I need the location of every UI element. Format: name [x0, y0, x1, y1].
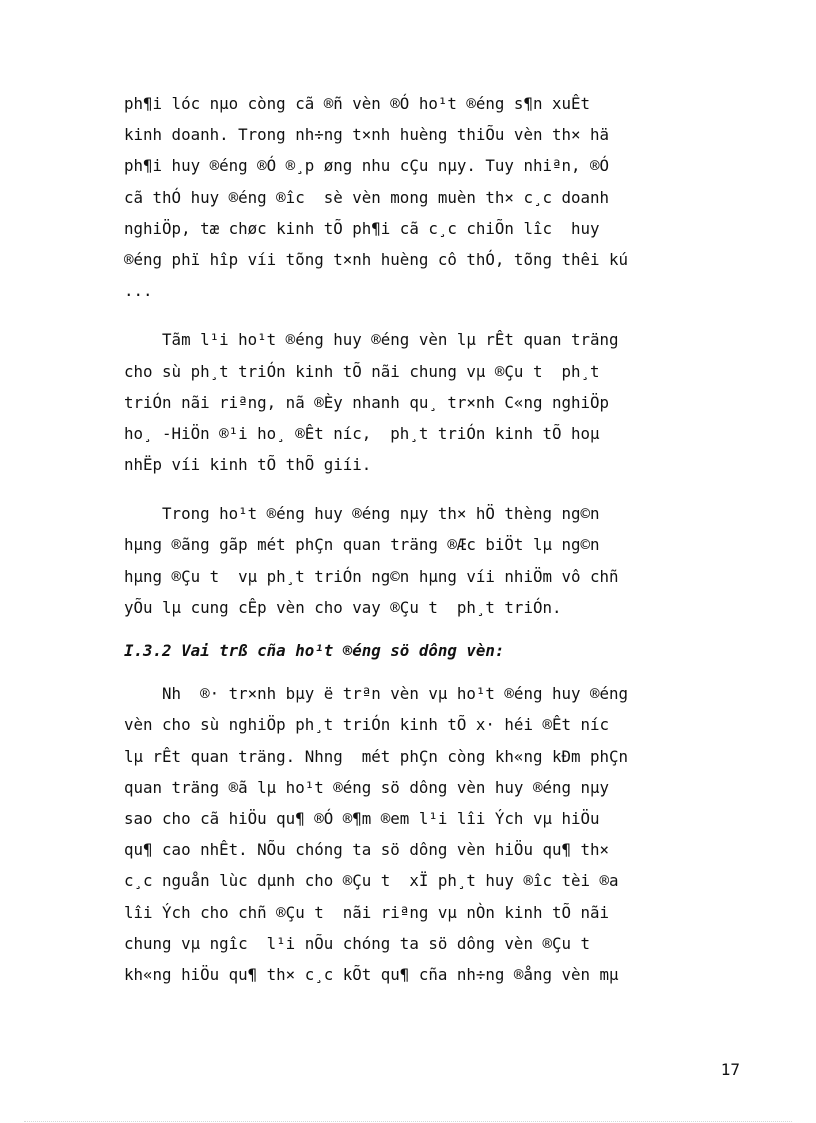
text-line: chung vµ ngîc l¹i nÕu chóng ta sö dông vèn ®Çu t	[124, 933, 591, 953]
text-line: nghiÖp, tæ chøc kinh tÕ ph¶i cã c¸c chiÕn lîc huy	[124, 218, 600, 238]
text-line: lµ rÊt quan träng. Nhng mét phÇn còng kh«ng kÐm phÇn	[124, 746, 629, 766]
text-line: I.3.2 Vai trß cña ho¹t ®éng sö dông vèn:	[124, 641, 505, 660]
paragraph	[124, 88, 744, 306]
paragraph-spacer	[124, 623, 744, 635]
text-line: vèn cho sù nghiÖp ph¸t triÓn kinh tÕ x· héi ®Êt níc	[124, 715, 610, 735]
text-body	[124, 88, 744, 990]
paragraph	[124, 324, 744, 480]
text-line: kinh doanh. Trong nh÷ng t×nh huèng thiÕu vèn th× hä	[124, 125, 610, 145]
text-line: triÓn nãi riªng, nã ®Èy nhanh qu¸ tr×nh C«ng nghiÖp	[124, 392, 610, 412]
paragraph	[124, 678, 744, 990]
paragraph	[124, 498, 744, 623]
text-line: hµng ®Çu t vµ ph¸t triÓn ng©n hµng víi nhiÖm vô chñ	[124, 566, 619, 586]
footer-divider	[24, 1121, 792, 1122]
paragraph-spacer	[124, 666, 744, 678]
text-line: Tãm l¹i ho¹t ®éng huy ®éng vèn lµ rÊt quan träng	[124, 330, 619, 350]
text-line: ph¶i lóc nµo còng cã ®ñ vèn ®Ó ho¹t ®éng s¶n xuÊt	[124, 94, 591, 113]
page-number: 17	[720, 1060, 740, 1079]
text-line: nhËp víi kinh tÕ thÕ giíi.	[124, 455, 372, 475]
text-line: yÕu lµ cung cÊp vèn cho vay ®Çu t ph¸t triÓn.	[124, 597, 562, 617]
text-line: ho¸ -HiÖn ®¹i ho¸ ®Êt níc, ph¸t triÓn kinh tÕ hoµ	[124, 423, 600, 443]
text-line: kh«ng hiÖu qu¶ th× c¸c kÕt qu¶ cña nh÷ng ®ång vèn mµ	[124, 964, 619, 984]
text-line: c¸c nguån lùc dµnh cho ®Çu t xÏ ph¸t huy ®îc tèi ®a	[124, 871, 619, 891]
text-line: ph¶i huy ®éng ®Ó ®¸p øng nhu cÇu nµy. Tuy nhiªn, ®Ó	[124, 156, 610, 176]
text-line: cã thÓ huy ®éng ®îc sè vèn mong muèn th× c¸c doanh	[124, 187, 610, 207]
text-line: cho sù ph¸t triÓn kinh tÕ nãi chung vµ ®Çu t ph¸t	[124, 361, 600, 381]
text-line: lîi Ých cho chñ ®Çu t nãi riªng vµ nÒn kinh tÕ nãi	[124, 902, 610, 922]
text-line: ®éng phï hîp víi tõng t×nh huèng cô thÓ, tõng thêi kú	[124, 249, 629, 269]
text-line: qu¶ cao nhÊt. NÕu chóng ta sö dông vèn hiÖu qu¶ th×	[124, 840, 610, 860]
paragraph-spacer	[124, 306, 744, 324]
text-line: hµng ®ãng gãp mét phÇn quan träng ®Æc biÖt lµ ng©n	[124, 535, 600, 555]
text-line: sao cho cã hiÖu qu¶ ®Ó ®¶m ®em l¹i lîi Ých vµ hiÖu	[124, 808, 600, 828]
text-line: Trong ho¹t ®éng huy ®éng nµy th× hÖ thèng ng©n	[124, 504, 600, 524]
text-line: quan träng ®ã lµ ho¹t ®éng sö dông vèn huy ®éng nµy	[124, 777, 610, 797]
text-line: Nh ®· tr×nh bµy ë trªn vèn vµ ho¹t ®éng huy ®éng	[124, 684, 629, 704]
text-line: ...	[124, 281, 153, 301]
paragraph-spacer	[124, 480, 744, 498]
section-heading	[124, 635, 744, 666]
